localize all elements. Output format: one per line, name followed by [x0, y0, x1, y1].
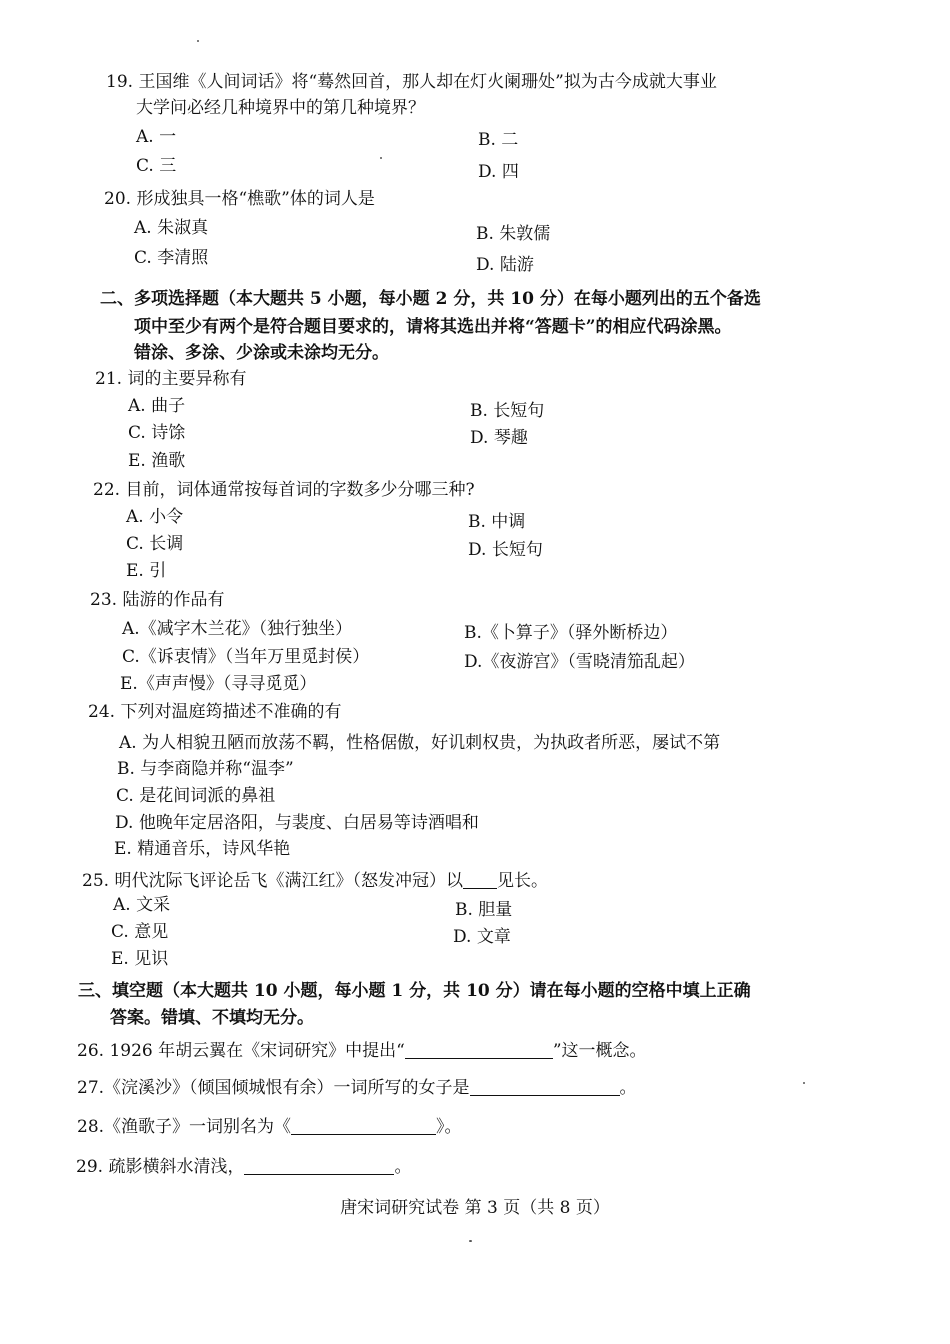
q29-text-end: 。	[394, 1157, 412, 1177]
q20-option-d: D. 陆游	[476, 255, 534, 275]
q23-option-c: C.《诉衷情》（当年万里觅封侯）	[122, 647, 370, 667]
section-2-instructions-cont: 错涂、多涂、少涂或未涂均无分。	[134, 343, 389, 363]
scan-speck	[803, 1082, 805, 1084]
q23-stem: 23. 陆游的作品有	[90, 590, 225, 610]
q19-option-d: D. 四	[478, 162, 519, 182]
q22-option-d: D. 长短句	[468, 540, 543, 560]
section-2-instructions: 项中至少有两个是符合题目要求的，请将其选出并将“答题卡”的相应代码涂黑。	[134, 317, 732, 337]
q24-option-a: A. 为人相貌丑陋而放荡不羁，性格倨傲，好讥刺权贵，为执政者所恶，屡试不第	[119, 733, 721, 753]
q19-option-c: C. 三	[136, 156, 177, 176]
q26-text: 26. 1926 年胡云翼在《宋词研究》中提出“	[77, 1041, 405, 1061]
q25-stem-text: 25. 明代沈际飞评论岳飞《满江红》（怒发冲冠）以	[82, 871, 463, 891]
q26-line	[77, 1039, 647, 1063]
q27-text: 27.《浣溪沙》（倾国倾城恨有余）一词所写的女子是	[77, 1078, 470, 1098]
q21-option-c: C. 诗馀	[128, 423, 186, 443]
q21-option-d: D. 琴趣	[470, 428, 528, 448]
q19-stem: 19. 王国维《人间词话》将“蓦然回首，那人却在灯火阑珊处”拟为古今成就大事业	[106, 72, 717, 92]
q23-option-a: A.《减字木兰花》（独行独坐）	[122, 619, 353, 639]
q29-line	[76, 1155, 411, 1179]
q25-stem	[82, 869, 548, 893]
q25-blank	[463, 872, 497, 889]
q24-option-c: C. 是花间词派的鼻祖	[116, 786, 276, 806]
q19-option-b: B. 二	[478, 130, 519, 150]
q29-text: 29. 疏影横斜水清浅，	[76, 1157, 245, 1177]
page-footer: 唐宋词研究试卷 第 3 页（共 8 页）	[340, 1198, 610, 1218]
q28-line	[77, 1115, 462, 1139]
q23-option-b: B.《卜算子》（驿外断桥边）	[464, 623, 678, 643]
q21-option-b: B. 长短句	[470, 401, 545, 421]
q19-stem-cont: 大学问必经几种境界中的第几种境界？	[136, 98, 425, 118]
q27-text-end: 。	[619, 1078, 637, 1098]
q20-option-a: A. 朱淑真	[134, 218, 209, 238]
q24-option-e: E. 精通音乐，诗风华艳	[114, 839, 291, 859]
q22-option-e: E. 引	[126, 561, 167, 581]
q19-option-a: A. 一	[136, 127, 177, 147]
q24-option-d: D. 他晚年定居洛阳，与裴度、白居易等诗酒唱和	[115, 813, 479, 833]
q29-answer-blank[interactable]	[244, 1158, 394, 1175]
q21-stem: 21. 词的主要异称有	[95, 369, 247, 389]
section-2-heading: 二、多项选择题（本大题共 5 小题，每小题 2 分，共 10 分）在每小题列出的五个备选	[100, 289, 761, 309]
section-3-heading: 三、填空题（本大题共 10 小题，每小题 1 分，共 10 分）请在每小题的空格中填上正确	[78, 981, 751, 1001]
q22-option-c: C. 长调	[126, 534, 184, 554]
q21-option-a: A. 曲子	[128, 396, 186, 416]
q28-text: 28.《渔歌子》一词别名为《	[77, 1117, 292, 1137]
q22-option-b: B. 中调	[468, 512, 526, 532]
q25-option-d: D. 文章	[453, 927, 511, 947]
q25-option-a: A. 文采	[113, 895, 171, 915]
q25-option-b: B. 胆量	[455, 900, 513, 920]
q22-option-a: A. 小令	[126, 507, 184, 527]
q20-option-c: C. 李清照	[134, 248, 209, 268]
q23-option-d: D.《夜游宫》（雪晓清笳乱起）	[464, 652, 695, 672]
scan-speck	[197, 40, 199, 42]
q24-stem: 24. 下列对温庭筠描述不准确的有	[88, 702, 342, 722]
scan-speck	[469, 1240, 472, 1242]
q21-option-e: E. 渔歌	[128, 451, 186, 471]
q20-stem: 20. 形成独具一格“樵歌”体的词人是	[104, 189, 375, 209]
q27-line	[77, 1076, 637, 1100]
q26-answer-blank[interactable]	[405, 1042, 553, 1059]
scan-speck	[380, 157, 382, 159]
q28-text-end: 》。	[436, 1117, 462, 1137]
q24-option-b: B. 与李商隐并称“温李”	[117, 759, 294, 779]
q25-option-e: E. 见识	[111, 949, 169, 969]
section-3-instructions: 答案。错填、不填均无分。	[110, 1008, 314, 1028]
q22-stem: 22. 目前，词体通常按每首词的字数多少分哪三种?	[93, 480, 475, 500]
q26-text-end: ”这一概念。	[552, 1041, 647, 1061]
q25-option-c: C. 意见	[111, 922, 169, 942]
q25-stem-end: 见长。	[496, 871, 548, 891]
q20-option-b: B. 朱敦儒	[476, 224, 551, 244]
q23-option-e: E.《声声慢》（寻寻觅觅）	[120, 674, 317, 694]
q28-answer-blank[interactable]	[291, 1118, 436, 1135]
q27-answer-blank[interactable]	[470, 1079, 620, 1096]
